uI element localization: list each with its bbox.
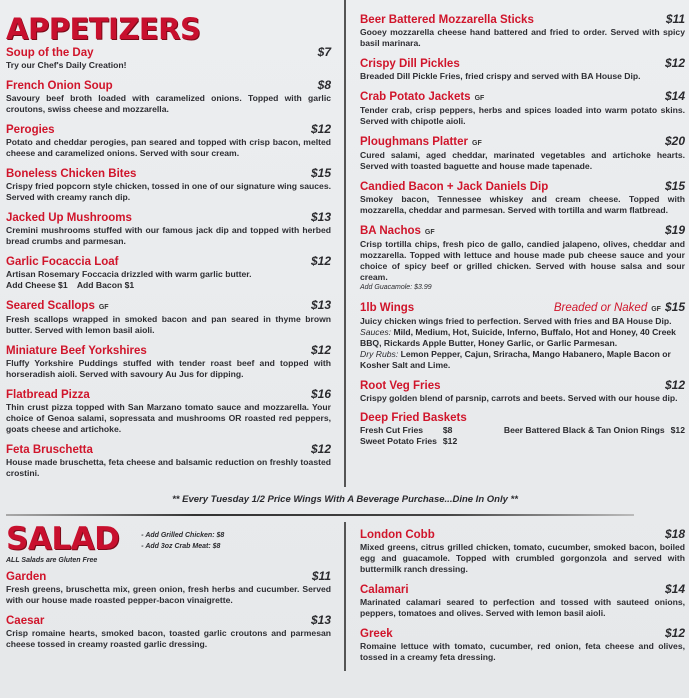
- menu-item-1lb-wings: [360, 301, 685, 371]
- item-description: Mixed greens, citrus grilled chicken, tomato, cucumber, smoked bacon, boiled egg and guacamole. Topped with crumbled gorgonzola and served with buttermilk ranch dressing.: [360, 542, 685, 574]
- basket-price: $12: [442, 436, 458, 446]
- item-price: $7: [317, 45, 331, 59]
- basket-name: Fresh Cut Fries: [360, 425, 424, 435]
- item-price: $14: [664, 582, 685, 596]
- extra-text: Add Cheese $1 Add Bacon $1: [6, 280, 135, 290]
- item-price: $12: [310, 122, 331, 136]
- item-description: Juicy chicken wings fried to perfection. Served with fries and BA House Dip.: [360, 316, 672, 326]
- column-divider: [344, 522, 346, 671]
- item-price: $12: [664, 626, 685, 640]
- menu-item-ba-nachos: [360, 224, 685, 293]
- basket-price: $12: [670, 425, 685, 435]
- item-description: Cured salami, aged cheddar, marinated vegetables and artichoke hearts. Served with toasted baguette and house made tapenade.: [360, 150, 685, 171]
- item-price: $16: [310, 387, 331, 401]
- item-header: [6, 255, 331, 269]
- item-description: Gooey mozzarella cheese hand battered and fried to order. Served with spicy basil marinara.: [360, 27, 685, 48]
- extra-label: Sauces:: [360, 327, 392, 337]
- item-name: Root Veg Fries: [360, 380, 441, 392]
- item-header: [360, 528, 685, 542]
- gluten-free-badge: GF: [474, 95, 485, 102]
- salad-title: SALAD: [6, 521, 120, 557]
- appetizers-title: APPETIZERS: [6, 12, 201, 46]
- item-price: $15: [310, 166, 331, 180]
- basket-grid: [360, 425, 685, 447]
- menu-item-calamari: [360, 583, 685, 619]
- item-name: Perogies: [6, 124, 55, 136]
- item-header: [360, 379, 685, 393]
- menu-item-feta-bruschetta: [6, 443, 331, 479]
- item-header: [6, 211, 331, 225]
- item-description: Crispy golden blend of parsnip, carrots and beets. Served with our house dip.: [360, 393, 678, 403]
- item-header: [6, 123, 331, 137]
- item-header: [360, 180, 685, 194]
- basket-price: $8: [442, 425, 453, 435]
- item-description: Smokey bacon, Tennessee whiskey and cream cheese. Topped with mozzarella, cheddar and parmesan. Served with tortilla and warm flatbread.: [360, 194, 685, 215]
- item-price: $12: [664, 378, 685, 392]
- basket-name: Beer Battered Black & Tan Onion Rings: [503, 425, 665, 435]
- item-header: [360, 135, 685, 150]
- menu-item-beer-battered-mozzarella-sticks: [360, 13, 685, 49]
- item-name: Jacked Up Mushrooms: [6, 212, 132, 224]
- item-header: [360, 412, 685, 425]
- item-name: BA Nachos: [360, 225, 421, 237]
- item-description: Fluffy Yorkshire Puddings stuffed with tender roast beef and topped with horseradish aioli. Served with savoury Au Jus for dipping.: [6, 358, 331, 379]
- item-description: Marinated calamari seared to perfection and tossed with sauteed onions, peppers, tomatoes and olives. Served with lemon basil aioli.: [360, 597, 685, 618]
- item-name: Candied Bacon + Jack Daniels Dip: [360, 181, 549, 193]
- item-extra: [360, 327, 685, 349]
- item-name: 1lb Wings: [360, 302, 415, 314]
- salad-left-items: [6, 570, 331, 650]
- item-price: $14: [664, 89, 685, 103]
- item-description: Savoury beef broth loaded with caramelized onions. Topped with garlic croutons, swiss cheese and mozzarella.: [6, 93, 331, 114]
- item-name: Flatbread Pizza: [6, 389, 90, 401]
- item-price: $13: [310, 613, 331, 627]
- menu-item-french-onion-soup: [6, 79, 331, 115]
- item-header: [360, 301, 685, 316]
- item-name: Boneless Chicken Bites: [6, 168, 137, 180]
- addon: - Add Grilled Chicken: $8: [141, 532, 225, 539]
- item-price: $19: [664, 223, 685, 237]
- menu-item-root-veg-fries: [360, 379, 685, 404]
- menu-item-miniature-beef-yorkshires: [6, 344, 331, 380]
- gluten-free-badge: GF: [651, 306, 661, 313]
- item-description: Thin crust pizza topped with San Marzano tomato sauce and mozzarella. Your choice of Genoa salami, sopressata and mushrooms OR roasted red peppers, goats cheese and artichoke.: [6, 402, 331, 434]
- menu-item-ploughmans-platter: [360, 135, 685, 172]
- column-gap: [331, 12, 360, 487]
- appetizers-left-column: [6, 12, 331, 487]
- menu-item-greek: [360, 627, 685, 663]
- item-name: Garden: [6, 571, 47, 583]
- promo-banner: ** Every Tuesday 1/2 Price Wings With A Beverage Purchase...Dine In Only **: [172, 494, 518, 505]
- item-header: [360, 90, 685, 105]
- item-name: Crispy Dill Pickles: [360, 58, 460, 70]
- item-name: Feta Bruschetta: [6, 444, 93, 456]
- item-price: $12: [310, 343, 331, 357]
- menu-item-candied-bacon-jack-daniels-dip: [360, 180, 685, 216]
- item-description: House made bruschetta, feta cheese and balsamic reduction on freshly toasted crostini.: [6, 457, 331, 478]
- item-description: Crisp romaine hearts, smoked bacon, toasted garlic croutons and parmesan cheese tossed in creamy roasted garlic dressing.: [6, 628, 331, 649]
- salad-note: ALL Salads are Gluten Free: [6, 557, 98, 564]
- item-header: [360, 627, 685, 641]
- salad-section: [6, 522, 684, 671]
- item-name: Seared Scallops: [6, 300, 95, 312]
- item-price: $11: [665, 12, 685, 26]
- item-description: Crispy fried popcorn style chicken, tossed in one of our signature wing sauces. Served with creamy ranch dip.: [6, 181, 331, 202]
- gluten-free-badge: GF: [98, 304, 109, 311]
- item-note: Breaded or Naked: [553, 302, 648, 314]
- item-header: [6, 299, 331, 314]
- item-price: $20: [664, 134, 685, 148]
- item-name: Caesar: [6, 615, 45, 627]
- menu-item-jacked-up-mushrooms: [6, 211, 331, 247]
- item-name: Greek: [360, 628, 393, 640]
- item-header: [6, 46, 331, 60]
- item-price: $11: [311, 569, 331, 583]
- item-description: Tender crab, crisp peppers, herbs and spices loaded into warm potato skins. Served with chipotle aioli.: [360, 105, 685, 126]
- menu-item-soup-of-the-day: [6, 46, 331, 71]
- item-header: [6, 614, 331, 628]
- item-extra: [6, 280, 331, 291]
- item-header: [6, 570, 331, 584]
- menu-item-crab-potato-jackets: [360, 90, 685, 127]
- item-price: $8: [317, 78, 331, 92]
- gluten-free-badge: GF: [472, 140, 482, 147]
- item-header: [360, 57, 685, 71]
- menu-item-seared-scallops: [6, 299, 331, 336]
- item-header: [360, 13, 685, 27]
- menu-item-crispy-dill-pickles: [360, 57, 685, 82]
- salad-right-column: [360, 522, 685, 671]
- item-header: [360, 583, 685, 597]
- menu-item-perogies: [6, 123, 331, 159]
- salad-left-column: [6, 522, 331, 671]
- menu-item-garden: [6, 570, 331, 606]
- item-description: Breaded Dill Pickle Fries, fried crispy and served with BA House Dip.: [360, 71, 641, 81]
- appetizers-right-items: [360, 13, 685, 404]
- item-name: French Onion Soup: [6, 80, 113, 92]
- item-price: $13: [310, 298, 331, 312]
- menu-item-boneless-chicken-bites: [6, 167, 331, 203]
- item-description: Artisan Rosemary Foccacia drizzled with warm garlic butter.: [6, 269, 252, 279]
- item-price: $15: [664, 300, 685, 314]
- item-header: [6, 443, 331, 457]
- extra-text: Lemon Pepper, Cajun, Sriracha, Mango Habanero, Maple Bacon or Kosher Salt and Lime.: [360, 349, 674, 370]
- menu-item-garlic-focaccia-loaf: [6, 255, 331, 291]
- item-addon-note: Add Guacamole: $3.99: [360, 284, 432, 291]
- item-name: Ploughmans Platter: [360, 136, 468, 148]
- basket-name: Sweet Potato Fries: [360, 436, 437, 446]
- item-name: Calamari: [360, 584, 409, 596]
- appetizers-section: [6, 12, 684, 487]
- salad-top: [6, 522, 331, 566]
- column-divider: [344, 0, 346, 487]
- appetizers-right-column: [360, 12, 685, 487]
- item-header: [6, 388, 331, 402]
- item-price: $12: [310, 442, 331, 456]
- item-name: Garlic Focaccia Loaf: [6, 256, 119, 268]
- salad-addons: [141, 530, 224, 552]
- salad-header: [6, 522, 119, 566]
- item-price: $12: [310, 254, 331, 268]
- item-price: $15: [664, 179, 685, 193]
- item-description: Potato and cheddar perogies, pan seared and topped with crisp bacon, melted cheese and caramelized onions. Served with sour cream.: [6, 137, 331, 158]
- item-description: Fresh scallops wrapped in smoked bacon and pan seared in thyme brown butter. Served with lemon basil aioli.: [6, 314, 331, 335]
- column-gap: [331, 522, 360, 671]
- item-header: [6, 79, 331, 93]
- item-header: [6, 344, 331, 358]
- section-rule: [6, 514, 634, 516]
- extra-text: Mild, Medium, Hot, Suicide, Inferno, Buffalo, Hot and Honey, 40 Creek BBQ, Rickards Apple Butter, Honey Garlic, or Garlic Parmesan.: [360, 327, 679, 348]
- item-name: Soup of the Day: [6, 47, 94, 59]
- item-price: $18: [664, 527, 685, 541]
- item-description: Cremini mushrooms stuffed with our famous jack dip and topped with herbed bread crumbs and parmesan.: [6, 225, 331, 246]
- item-header: [6, 167, 331, 181]
- menu-item-london-cobb: [360, 528, 685, 575]
- item-extra: [360, 349, 685, 371]
- menu-item-flatbread-pizza: [6, 388, 331, 435]
- extra-label: Dry Rubs:: [360, 349, 399, 359]
- item-price: $13: [310, 210, 331, 224]
- item-name: Deep Fried Baskets: [360, 412, 467, 424]
- item-description: Crisp tortilla chips, fresh pico de gallo, candied jalapeno, olives, cheddar and mozzarella. Topped with lettuce and house made pub cheese sauce and your choice of spicy beef or grilled chicken. Served with house salsa and sour cream.: [360, 239, 685, 282]
- item-name: London Cobb: [360, 529, 435, 541]
- item-name: Miniature Beef Yorkshires: [6, 345, 147, 357]
- item-price: $12: [664, 56, 685, 70]
- menu-item-deep-fried-baskets: [360, 412, 685, 447]
- addon: - Add 3oz Crab Meat: $8: [141, 543, 221, 550]
- item-header: [360, 224, 685, 239]
- item-name: Beer Battered Mozzarella Sticks: [360, 14, 534, 26]
- item-name: Crab Potato Jackets: [360, 91, 471, 103]
- item-description: Try our Chef's Daily Creation!: [6, 60, 127, 70]
- appetizers-left-items: [6, 46, 331, 479]
- menu-item-caesar: [6, 614, 331, 650]
- gluten-free-badge: GF: [424, 229, 435, 236]
- item-description: Fresh greens, bruschetta mix, green onion, fresh herbs and cucumber. Served with our house made roasted pepper-bacon vinaigrette.: [6, 584, 331, 605]
- item-description: Romaine lettuce with tomato, cucumber, red onion, feta cheese and olives, tossed in a creamy feta dressing.: [360, 641, 685, 662]
